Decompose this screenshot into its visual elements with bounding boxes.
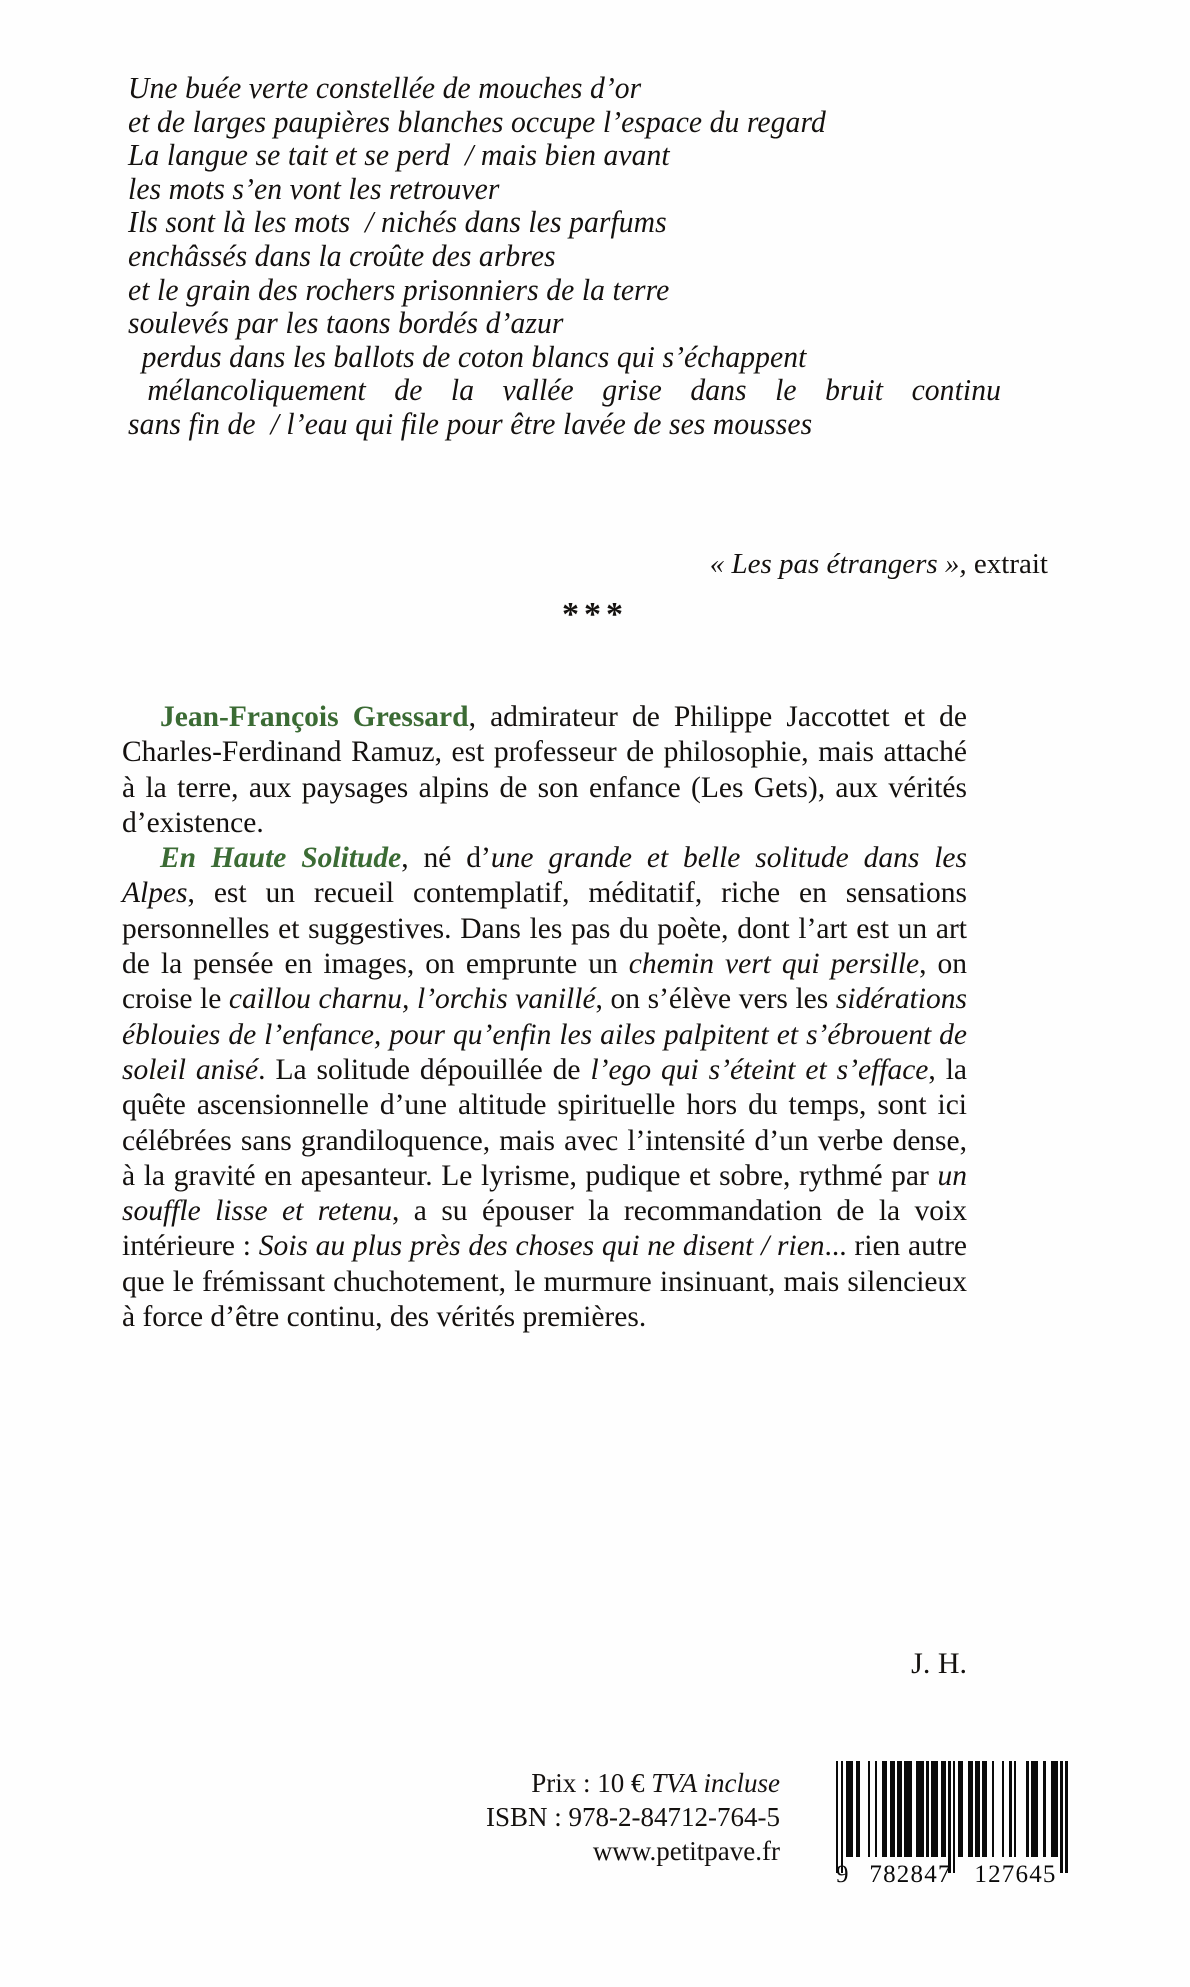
barcode-digits bbox=[836, 1861, 1068, 1893]
blurb-text: , la quête ascensionnelle d’une altitude spirituelle hors du temps, sont ici célébrées sans grandiloquence, mais avec l’intensité d’un verbe dense, à la gravité en apesanteur. Le lyrisme, pudique et sobre, rythmé par bbox=[122, 1053, 967, 1192]
blurb-text: , on croise le bbox=[122, 948, 968, 1016]
poem-line: perdus dans les ballots de coton blancs qui s’échappent bbox=[141, 339, 807, 374]
poem-line: et de larges paupières blanches occupe l’espace du regard bbox=[128, 104, 826, 139]
blurb-text: , a su épouser la recommandation de la voix intérieure : bbox=[122, 1195, 968, 1263]
blurb-text: , on s’élève vers les bbox=[595, 983, 836, 1016]
price-tva-note: TVA incluse bbox=[644, 1768, 780, 1798]
blurb-emphasis: sidérations éblouies de l’enfance, pour qu’enfin les ailes palpitent et s’ébrouent de soleil anisé bbox=[122, 983, 967, 1086]
poem-line: mélancoliquement de la vallée grise dans le bruit continu bbox=[147, 373, 1001, 408]
blurb-text: , admirateur de Philippe Jaccottet et de Charles-Ferdinand Ramuz, est professeur de philosophie, mais attaché à la terre, aux paysages alpins de son enfance (Les Gets), aux vérités d’existence. bbox=[122, 701, 967, 839]
poem-line: les mots s’en vont les retrouver bbox=[128, 171, 500, 206]
ean13-barcode bbox=[836, 1761, 1068, 1909]
blurb-emphasis: l’ego qui s’éteint et s’efface bbox=[590, 1053, 929, 1086]
blurb-text: ... rien autre que le frémissant chuchotement, le murmure insinuant, mais silencieux à force d’être continu, des vérités premières. bbox=[122, 1230, 967, 1334]
blurb-text: , est un recueil contemplatif, méditatif, riche en sensations personnelles et suggestives. Dans les pas du poète, dont l’art est un art de la pensée en images, on emprunte un bbox=[122, 877, 967, 981]
isbn-line: ISBN : 978-2-84712-764-5 bbox=[486, 1802, 780, 1832]
poem-line: enchâssés dans la croûte des arbres bbox=[128, 238, 556, 273]
blurb-text: . La solitude dépouillée de bbox=[258, 1053, 591, 1086]
blurb-emphasis: une grande et belle solitude dans les Alpes bbox=[122, 842, 967, 910]
blurb-text: , né d’ bbox=[401, 842, 491, 875]
publisher-blurb bbox=[122, 700, 967, 1335]
poem-line: soulevés par les taons bordés d’azur bbox=[128, 306, 564, 341]
poem-credit bbox=[128, 548, 1048, 581]
barcode-right-group: 127645 bbox=[974, 1861, 1057, 1888]
blurb-paragraph-author bbox=[122, 700, 967, 841]
poem-line: Ils sont là les mots / nichés dans les parfums bbox=[128, 205, 667, 240]
poem-line: sans fin de / l’eau qui file pour être lavée de ses mousses bbox=[128, 406, 813, 441]
poem-excerpt bbox=[128, 72, 1078, 442]
barcode-lead-digit: 9 bbox=[836, 1861, 850, 1888]
publisher-website[interactable]: www.petitpave.fr bbox=[592, 1836, 780, 1866]
blurb-emphasis: caillou charnu, l’orchis vanillé bbox=[228, 983, 596, 1016]
poem-credit-title: « Les pas étrangers », bbox=[709, 548, 967, 580]
poem-credit-suffix: extrait bbox=[966, 548, 1048, 580]
barcode-bars bbox=[836, 1761, 1068, 1873]
blurb-emphasis: un souffle lisse et retenu bbox=[122, 1159, 967, 1228]
blurb-emphasis: chemin vert qui persille bbox=[628, 948, 920, 981]
price-line bbox=[330, 1766, 780, 1800]
cover-footer bbox=[0, 1766, 1190, 1916]
author-name: Jean-François Gressard bbox=[160, 701, 469, 733]
poem-line: La langue se tait et se perd / mais bien avant bbox=[128, 138, 670, 173]
blurb-paragraph-book bbox=[122, 841, 967, 1335]
price-value: Prix : 10 € bbox=[531, 1768, 645, 1798]
book-title: En Haute Solitude bbox=[160, 842, 402, 875]
section-separator: *** bbox=[562, 596, 628, 633]
poem-line: et le grain des rochers prisonniers de la terre bbox=[128, 272, 670, 307]
poem-line: Une buée verte constellée de mouches d’or bbox=[128, 71, 642, 105]
barcode-left-group: 782847 bbox=[869, 1861, 952, 1888]
publication-info bbox=[330, 1766, 780, 1868]
reviewer-initials: J. H. bbox=[911, 1647, 967, 1680]
blurb-emphasis: Sois au plus près des choses qui ne disent / rien bbox=[258, 1230, 825, 1263]
